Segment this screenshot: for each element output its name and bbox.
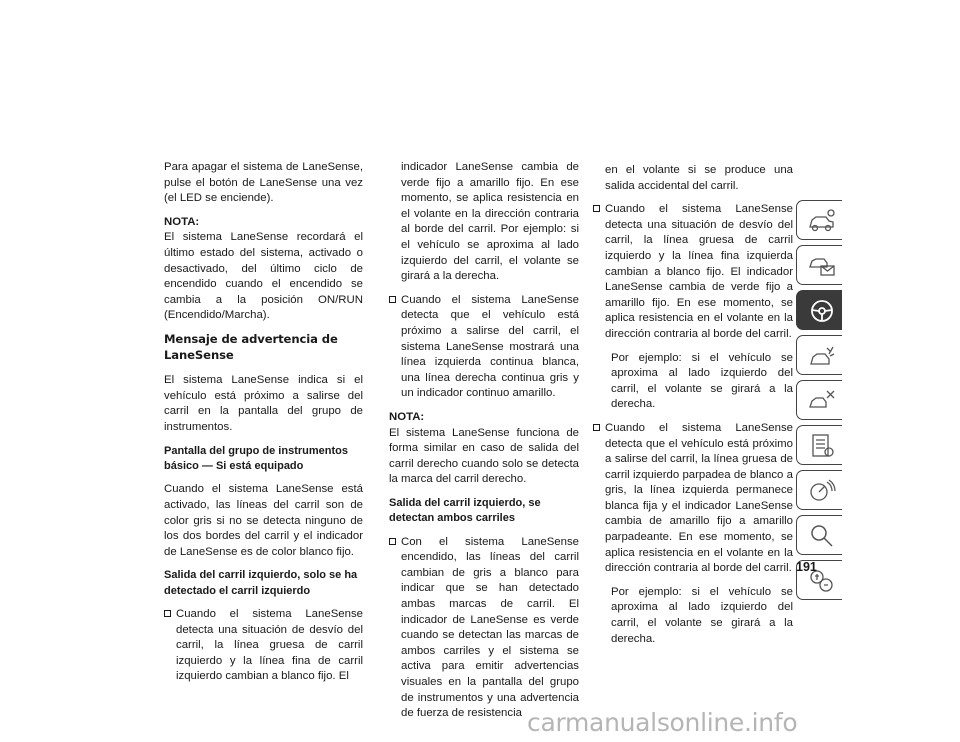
bullet-square-icon xyxy=(389,296,396,303)
example-text: Por ejemplo: si el vehículo se aproxima al lado izquierdo del carril, el volante se girará a la derecha. xyxy=(611,351,793,411)
column-middle xyxy=(389,160,579,730)
steering-wheel-icon xyxy=(807,297,837,325)
car-message-icon xyxy=(807,252,837,280)
section-heading: Mensaje de advertencia de LaneSense xyxy=(164,331,338,362)
note-label: NOTA: xyxy=(389,410,425,423)
note-text: El sistema LaneSense funciona de forma similar en caso de salida del carril derecho cuando solo se detecta la marca del carril derecho. xyxy=(389,426,579,486)
multimedia-icon xyxy=(807,477,837,505)
bullet-text: Cuando el sistema LaneSense detecta una situación de desvío del carril, la línea gruesa de carril izquierdo y la línea fina izquierda cambian a blanco fijo. El indicador LaneSense cambia de verde fijo a amarillo fijo. En ese momento, se aplica resistencia en el volante en la dirección contraria al borde del carril. xyxy=(605,203,793,340)
bullet-item xyxy=(593,202,793,342)
bullet-item xyxy=(164,607,363,685)
note-text: El sistema LaneSense recordará el último estado del sistema, activado o desactivado, del último ciclo de encendido cuando el encendido se cambia a la posición ON/RUN (Encendido/Marcha). xyxy=(164,231,363,322)
bullet-square-icon xyxy=(389,538,396,545)
paragraph: El sistema LaneSense indica si el vehículo está próximo a salirse del carril en la pantalla del grupo de instrumentos. xyxy=(164,374,363,433)
bullet-continuation: en el volante si se produce una salida accidental del carril. xyxy=(605,164,793,192)
tab-multimedia[interactable] xyxy=(796,470,842,510)
tab-messages[interactable] xyxy=(796,245,842,285)
tab-safety[interactable] xyxy=(796,335,842,375)
subheading: Pantalla del grupo de instrumentos básico — Si está equipado xyxy=(164,444,348,472)
bullet-text: Con el sistema LaneSense encendido, las líneas del carril cambian de gris a blanco para indicar que se han detectado ambas marcas de carril. El indicador de LaneSense es verde cuando se detectan las marcas de ambos carriles y el sistema se activa para emitir advertencias visuales en la pantalla del grupo de instrumentos y una advertencia de fuerza de resistencia xyxy=(401,535,579,720)
tab-search[interactable] xyxy=(796,515,842,555)
bullet-item xyxy=(389,293,579,402)
column-right xyxy=(593,163,793,655)
example-text: Por ejemplo: si el vehículo se aproxima al lado izquierdo del carril, el volante se girará a la derecha. xyxy=(611,585,793,645)
bullet-square-icon xyxy=(164,610,171,617)
tab-service[interactable] xyxy=(796,380,842,420)
bullet-item xyxy=(593,421,793,577)
bullet-text: Cuando el sistema LaneSense detecta que el vehículo está próximo a salirse del carril, la línea gruesa de carril izquierdo parpadea de blanco a gris, la línea izquierda permanece blanca fija y el indicador LaneSense cambia de amarillo fijo a amarillo parpadeante. En ese momento, se aplica resistencia en el volante en la dirección contraria al borde del carril. xyxy=(605,421,793,575)
bullet-square-icon xyxy=(593,205,600,212)
bullet-item xyxy=(389,535,579,722)
tab-driving[interactable] xyxy=(796,290,842,330)
watermark: carmanualsonline.info xyxy=(527,708,798,737)
tab-vehicle-info[interactable] xyxy=(796,200,842,240)
bullet-continuation: indicador LaneSense cambia de verde fijo a amarillo fijo. En ese momento, se aplica resistencia en el volante en la dirección contraria al borde del carril. Por ejemplo: si el vehículo se aproxima al lado izquierdo del carril, el volante se girará a la derecha. xyxy=(401,161,579,283)
subheading: Salida del carril izquierdo, se detectan ambos carriles xyxy=(389,496,541,525)
bullet-text: Cuando el sistema LaneSense detecta una situación de desvío del carril, la línea gruesa de carril izquierdo y la línea fina de carril izquierdo cambian a blanco fijo. El xyxy=(176,608,363,683)
note-label: NOTA: xyxy=(164,215,200,228)
tab-maintenance[interactable] xyxy=(796,425,842,465)
service-tools-icon xyxy=(807,387,837,415)
column-left xyxy=(164,160,363,693)
bullet-square-icon xyxy=(593,424,600,431)
maintenance-list-icon xyxy=(807,432,837,460)
search-index-icon xyxy=(807,522,837,550)
paragraph: Cuando el sistema LaneSense está activado, las líneas del carril son de color gris si no se detecta ninguno de los dos bordes del carril y el indicador de LaneSense es de color blanco fijo. xyxy=(164,483,363,558)
subheading: Salida del carril izquierdo, solo se ha detectado el carril izquierdo xyxy=(164,569,358,597)
page-number: 191 xyxy=(796,560,817,574)
chapter-tabs xyxy=(796,200,842,605)
crash-safety-icon xyxy=(807,342,837,370)
car-info-icon xyxy=(807,207,837,235)
paragraph: Para apagar el sistema de LaneSense, pulse el botón de LaneSense una vez (el LED se enciende). xyxy=(164,161,363,205)
bullet-text: Cuando el sistema LaneSense detecta que el vehículo está próximo a salirse del carril, el sistema LaneSense mostrará una línea izquierda continua blanca, una línea derecha continua gris y un indicador continuo amarillo. xyxy=(401,293,579,400)
